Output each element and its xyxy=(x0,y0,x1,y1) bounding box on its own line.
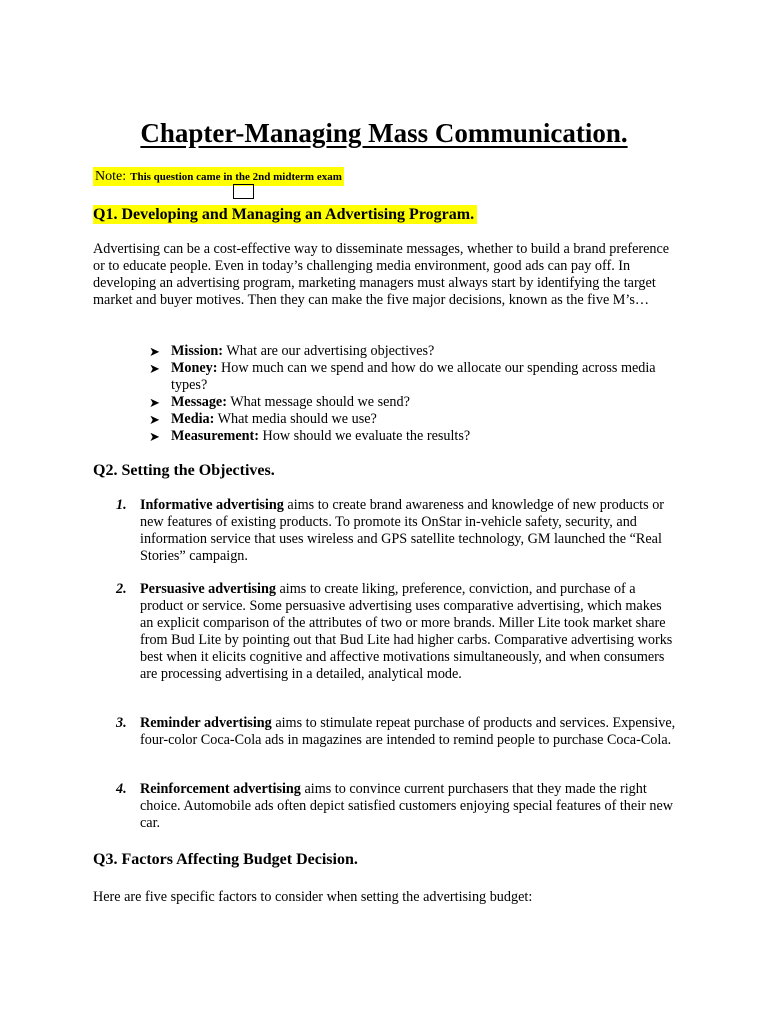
bullet-text: How much can we spend and how do we allocate our spending across media types? xyxy=(171,360,656,393)
arrowhead-bullet-icon: ➤ xyxy=(149,344,160,359)
page-title: Chapter-Managing Mass Communication. xyxy=(140,118,628,148)
empty-box-shape xyxy=(233,184,254,199)
item-term: Reminder advertising xyxy=(140,715,272,731)
item-term: Persuasive advertising xyxy=(140,581,276,597)
arrowhead-bullet-icon: ➤ xyxy=(149,395,160,410)
item-number: 3. xyxy=(116,715,127,731)
item-text: aims to create brand awareness and knowledge of new products or new features of existing products. To promote its OnStar in-vehicle safety, security, and information service that uses wireless and GPS satellite technology, GM launched the “Real Stories” campaign. xyxy=(140,497,665,564)
note-label: Note: xyxy=(95,169,127,184)
bullet-text: What are our advertising objectives? xyxy=(226,343,435,359)
item-text: aims to create liking, preference, conviction, and purchase of a product or service. Some persuasive advertising uses comparative advertising, which makes an explicit comparison of the attributes of two or more brands. Miller Lite took market share from Bud Lite by pointing out that Bud Lite had higher carbs. Comparative advertising works best when it elicits cognitive and affective motivations simultaneously, and when consumers are processing advertising in a detailed, analytical mode. xyxy=(140,581,673,682)
list-item xyxy=(149,428,679,445)
item-body xyxy=(140,715,676,749)
arrowhead-bullet-icon: ➤ xyxy=(149,361,160,376)
item-number: 1. xyxy=(116,497,127,513)
q3-heading: Q3. Factors Affecting Budget Decision. xyxy=(93,851,358,868)
item-body xyxy=(140,581,676,683)
bullet-text: How should we evaluate the results? xyxy=(262,428,471,444)
item-body xyxy=(140,781,676,832)
bullet-term: Money: xyxy=(171,360,218,376)
item-text: aims to convince current purchasers that they made the right choice. Automobile ads often depict satisfied customers enjoying special features of their new car. xyxy=(140,781,674,831)
bullet-term: Mission: xyxy=(171,343,224,359)
bullet-term: Measurement: xyxy=(171,428,259,444)
item-term: Reinforcement advertising xyxy=(140,781,301,797)
list-item xyxy=(149,411,679,428)
item-text: aims to stimulate repeat purchase of products and services. Expensive, four-color Coca-Cola ads in magazines are intended to remind people to purchase Coca-Cola. xyxy=(140,715,676,748)
q3-intro-paragraph: Here are five specific factors to consider when setting the advertising budget: xyxy=(93,889,533,905)
item-number: 2. xyxy=(116,581,127,597)
bullet-text: What message should we send? xyxy=(230,394,410,410)
q2-heading: Q2. Setting the Objectives. xyxy=(93,462,275,479)
arrowhead-bullet-icon: ➤ xyxy=(149,429,160,444)
list-item xyxy=(149,394,679,411)
item-term: Informative advertising xyxy=(140,497,284,513)
five-ms-list xyxy=(149,343,679,445)
arrowhead-bullet-icon: ➤ xyxy=(149,412,160,427)
q1-heading: Q1. Developing and Managing an Advertising Program. xyxy=(93,205,477,224)
bullet-term: Message: xyxy=(171,394,227,410)
list-item xyxy=(149,343,679,360)
note-highlight xyxy=(93,167,344,186)
bullet-term: Media: xyxy=(171,411,215,427)
item-number: 4. xyxy=(116,781,127,797)
bullet-text: What media should we use? xyxy=(217,411,377,427)
q1-intro-paragraph: Advertising can be a cost-effective way to disseminate messages, whether to build a brand preference or to educate people. Even in today’s challenging media environment, good ads can pay off. In developing an advertising program, marketing managers must always start by identifying the target market and buyer motives. Then they can make the five major decisions, known as the five M’s… xyxy=(93,241,670,308)
note-text: This question came in the 2nd midterm exam xyxy=(130,171,342,183)
item-body xyxy=(140,497,676,565)
list-item xyxy=(149,360,679,394)
